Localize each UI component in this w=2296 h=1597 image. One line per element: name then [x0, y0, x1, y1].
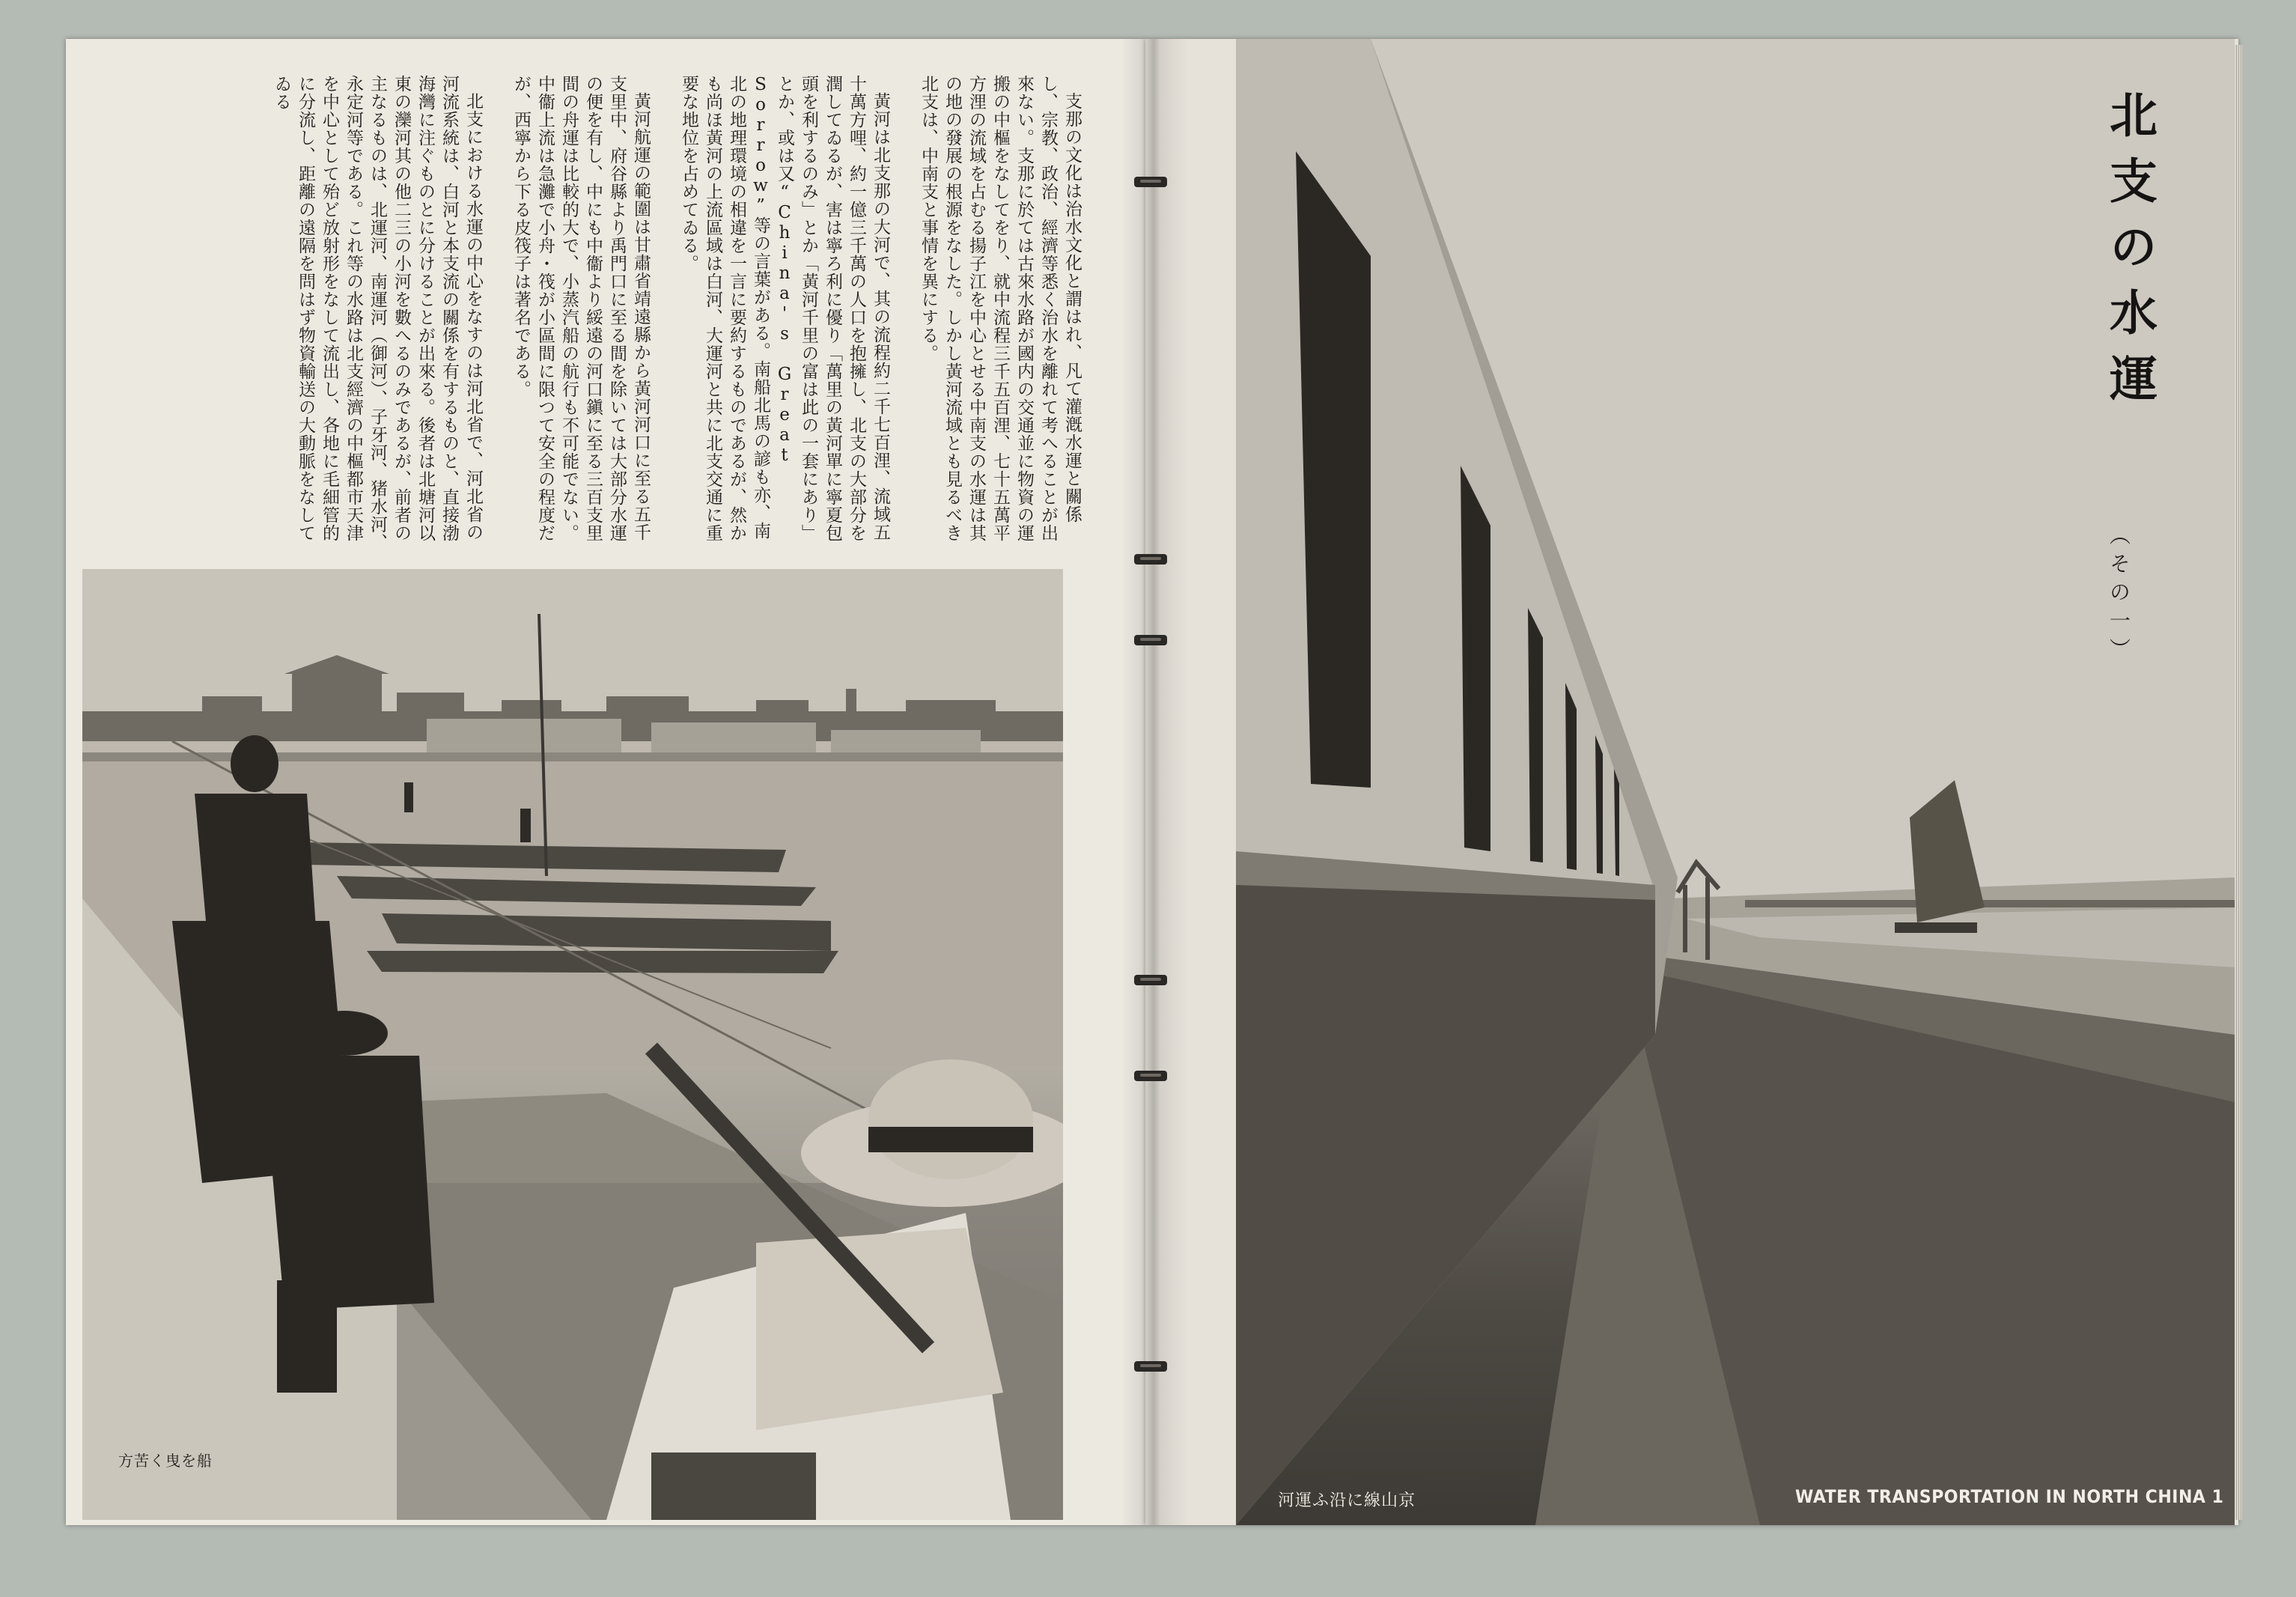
staple [1134, 554, 1167, 565]
staple [1134, 1361, 1167, 1372]
article-paragraph-1: 支那の文化は治水文化と謂はれ、凡て灌漑水運と關係し、宗教、政治、經濟等悉く治水を離れて考へることが出來ない。支那に於ては古來水路が國内の交通並に物資の運搬の中樞をなしてをり、就中流程三千五百浬、七十五萬平方浬の流域を占むる揚子江を中心とせる中南支の水運は其の地の發展の根源をなした。しかし黃河流域とも見るべき北支は、中南支と事情を異にする。 [919, 75, 1082, 542]
article-paragraph-3: 黃河航運の範圍は甘肅省靖遠縣から黃河河口に至る五千支里中、府谷縣より禹門口に至る間を除いては大部分水運の便を有し、中にも中衞より綏遠の河口鎭に至る三百支里間の舟運は比較的大で、小蒸汽船の航行も不可能でない。中衞上流は急灘で小舟・筏が小區間に限つて安全の程度だが、西寧から下る皮筏子は著名である。 [511, 75, 651, 542]
article-body [238, 75, 1084, 554]
boat-towing-illustration [82, 569, 1063, 1520]
staple [1134, 1071, 1167, 1081]
page-title: 北支の水運 [2101, 90, 2158, 419]
boat-towing-photo [82, 569, 1063, 1520]
page-subtitle: （その一） [2107, 524, 2131, 666]
left-photo-caption: 方苦く曳を船 [118, 1452, 213, 1470]
page-edges [2235, 45, 2242, 1520]
staple [1134, 635, 1167, 645]
binding-spine [1120, 39, 1187, 1525]
article-paragraph-2: 黃河は北支那の大河で、其の流程約二千七百浬、流域五十萬方哩、約一億三千萬の人口を抱擁し、北支の大部分を潤してゐるが、害は寧ろ利に優り「萬里の黃河單に寧夏包頭を利するのみ」とか「黃河千里の富は此の一套にあり」とか、或は又“China's Great Sorrow”等の言葉がある。南船北馬の諺も亦、南北の地理環境の相違を一言に要約するものであるが、然かも尚ほ黃河の上流區域は白河、大運河と共に北支交通に重要な地位を占めてゐる。 [679, 75, 890, 542]
staple [1134, 177, 1167, 187]
staple [1134, 975, 1167, 985]
right-photo-caption: 河運ふ沿に線山京 [1278, 1491, 1416, 1510]
article-paragraph-4: 北支における水運の中心をなすのは河北省で、河北省の河流系統は、白河と本支流の關係を有するものと、直接渤海灣に注ぐものとに分けることが出來る。後者は北塘河以東の灤河其の他二三の小河を數へるのみであるが、前者の主なるものは、北運河、南運河（御河）、子牙河、猪水河、永定河等である。これ等の水路は北支經濟の中樞都市天津を中心として殆ど放射形をなして流出し、各地に毛細管的に分流し、距離の遠隔を問はず物資輸送の大動脈をなしてゐる [272, 75, 483, 552]
english-footer: WATER TRANSPORTATION IN NORTH CHINA 1 [1795, 1486, 2224, 1507]
